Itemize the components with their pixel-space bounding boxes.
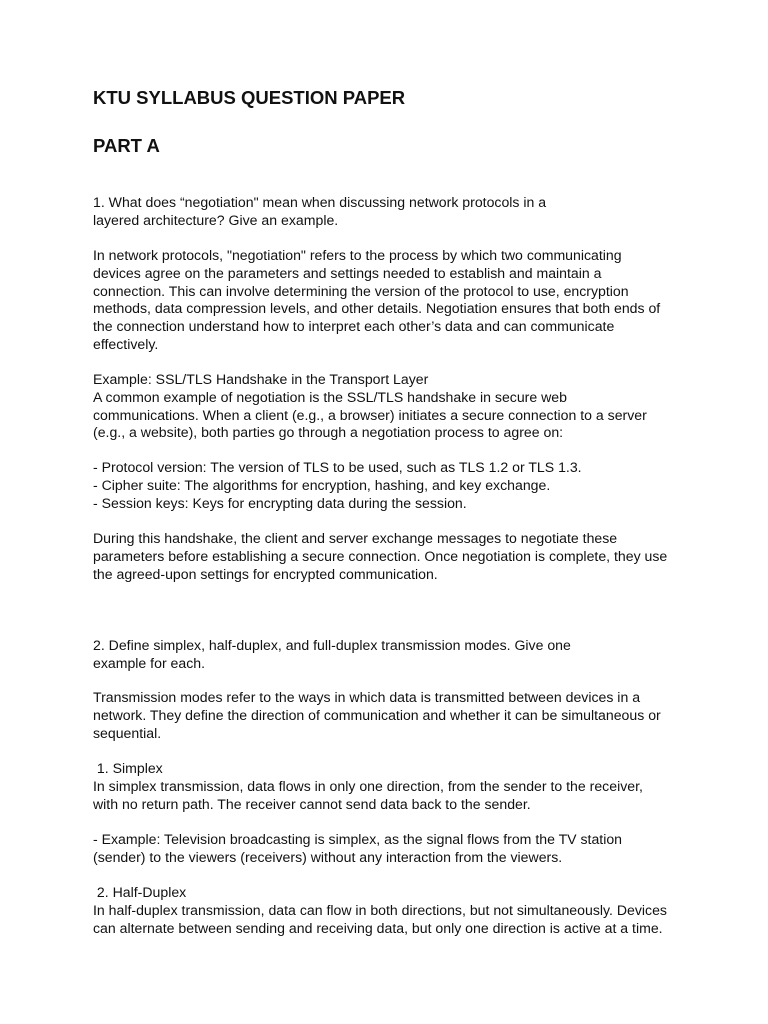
answer-1-conclusion-paragraph: [93, 530, 693, 583]
question-2-text: [93, 637, 693, 673]
text-line: parameters before establishing a secure connection. Once negotiation is complete, they use: [93, 547, 668, 564]
text-line: example for each.: [93, 654, 206, 671]
text-line: In network protocols, "negotiation" refers to the process by which two communicating: [93, 247, 622, 263]
section-heading-part-a: PART A: [93, 135, 160, 156]
text-line: connection. This can involve determining the version of the protocol to use, encryption: [93, 282, 629, 299]
text-line: Transmission modes refer to the ways in which data is transmitted between devices in a: [93, 689, 641, 705]
text-line: In simplex transmission, data flows in only one direction, from the sender to the receiver,: [93, 777, 643, 794]
text-line: 2. Define simplex, half-duplex, and full-duplex transmission modes. Give one: [93, 637, 571, 653]
text-line: In half-duplex transmission, data can flow in both directions, but not simultaneously. Devices: [93, 901, 667, 918]
answer-1-intro-paragraph: [93, 247, 693, 354]
text-line: Example: SSL/TLS Handshake in the Transport Layer: [93, 371, 429, 387]
text-line: the agreed-upon settings for encrypted communication.: [93, 565, 438, 582]
list-item: - Protocol version: The version of TLS to be used, such as TLS 1.2 or TLS 1.3.: [93, 459, 582, 475]
text-line: devices agree on the parameters and settings needed to establish and maintain a: [93, 264, 602, 281]
subheading-half-duplex: 2. Half-Duplex: [93, 884, 187, 900]
text-line: can alternate between sending and receiving data, but only one direction is active at a time.: [93, 919, 663, 936]
text-line: (e.g., a website), both parties go through a negotiation process to agree on:: [93, 424, 564, 441]
answer-1-example-paragraph: [93, 371, 693, 442]
text-line: During this handshake, the client and server exchange messages to negotiate these: [93, 530, 618, 546]
text-line: with no return path. The receiver cannot send data back to the sender.: [93, 795, 531, 812]
text-line: - Example: Television broadcasting is simplex, as the signal flows from the TV station: [93, 831, 623, 847]
half-duplex-section: [93, 884, 693, 937]
subheading-simplex: 1. Simplex: [93, 760, 163, 776]
simplex-example: [93, 831, 693, 867]
text-line: methods, data compression levels, and other details. Negotiation ensures that both ends of: [93, 300, 661, 317]
question-1-text: [93, 194, 693, 230]
text-line: communications. When a client (e.g., a browser) initiates a secure connection to a server: [93, 406, 647, 423]
text-line: network. They define the direction of communication and whether it can be simultaneous or: [93, 706, 661, 723]
text-line: A common example of negotiation is the SSL/TLS handshake in secure web: [93, 388, 567, 405]
document-title: KTU SYLLABUS QUESTION PAPER: [93, 87, 406, 108]
text-line: sequential.: [93, 724, 162, 741]
simplex-section: [93, 760, 693, 813]
text-line: 1. What does “negotiation" mean when discussing network protocols in a: [93, 194, 547, 210]
text-line: (sender) to the viewers (receivers) without any interaction from the viewers.: [93, 848, 563, 865]
text-line: the connection understand how to interpret each other’s data and can communicate: [93, 318, 615, 335]
text-line: effectively.: [93, 335, 159, 352]
text-line: layered architecture? Give an example.: [93, 211, 339, 228]
answer-2-intro-paragraph: [93, 689, 693, 742]
list-item: - Cipher suite: The algorithms for encryption, hashing, and key exchange.: [93, 476, 551, 493]
list-item: - Session keys: Keys for encrypting data during the session.: [93, 494, 467, 511]
answer-1-bullet-list: [93, 459, 693, 512]
